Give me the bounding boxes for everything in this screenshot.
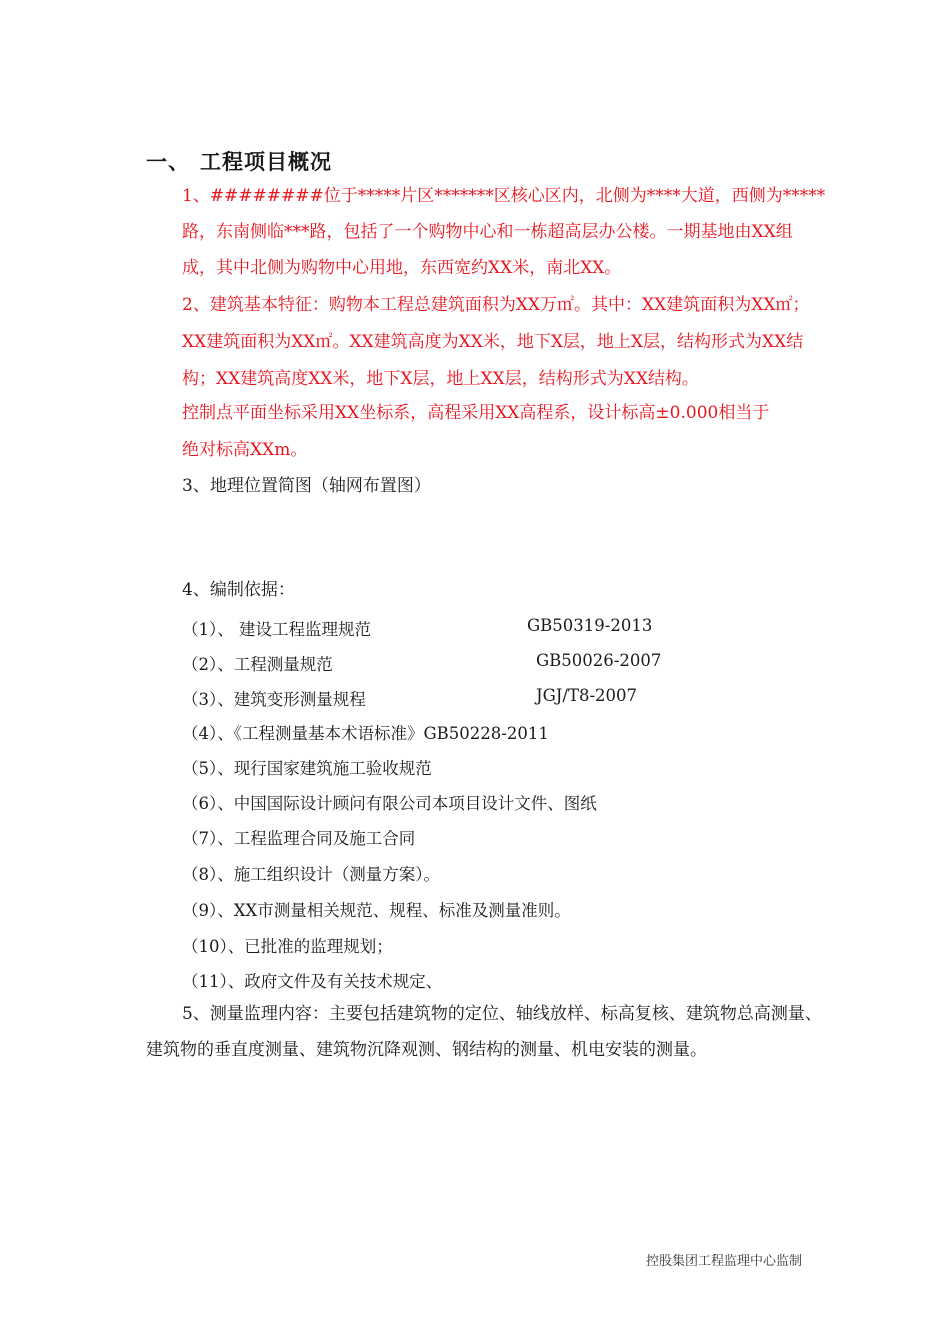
basis-item-9: （9）、XX市测量相关规范、规程、标准及测量准则。 <box>182 901 571 920</box>
content-line1: 5、测量监理内容：主要包括建筑物的定位、轴线放样、标高复核、建筑物总高测量、 <box>182 1004 822 1024</box>
basis-item-6: （6）、中国国际设计顾问有限公司本项目设计文件、图纸 <box>182 794 597 813</box>
overview-para1-line1: 1、########位于*****片区*******区核心区内，北侧为****大道，西侧为***** <box>182 186 826 206</box>
basis-item-code: JGJ/T8-2007 <box>536 686 638 705</box>
basis-item-code: GB50319-2013 <box>527 616 653 635</box>
section-title: 工程项目概况 <box>200 150 332 174</box>
basis-item-7: （7）、工程监理合同及施工合同 <box>182 829 416 848</box>
basis-item-11: （11）、政府文件及有关技术规定、 <box>182 972 443 991</box>
basis-item-4: （4）、《工程测量基本术语标准》GB50228-2011 <box>182 724 549 743</box>
basis-item-5: （5）、现行国家建筑施工验收规范 <box>182 759 432 778</box>
footer-issuer: 控股集团工程监理中心监制 <box>646 1254 803 1269</box>
overview-para3-line2: 绝对标高XXm。 <box>182 440 308 460</box>
basis-item-8: （8）、施工组织设计（测量方案）。 <box>182 865 440 884</box>
basis-item-10: （10）、已批准的监理规划； <box>182 937 393 956</box>
content-line2: 建筑物的垂直度测量、建筑物沉降观测、钢结构的测量、机电安装的测量。 <box>146 1040 707 1060</box>
basis-title: 4、编制依据： <box>182 580 295 600</box>
basis-item-3 <box>182 686 366 710</box>
basis-item-1 <box>182 616 371 640</box>
basis-item-label: （3）、建筑变形测量规程 <box>182 690 366 709</box>
overview-para2-line3: 构；XX建筑高度XX米，地下X层，地上XX层，结构形式为XX结构。 <box>182 369 699 389</box>
overview-para1-line3: 成，其中北侧为购物中心用地，东西宽约XX米，南北XX。 <box>182 258 622 278</box>
section-heading <box>146 146 332 176</box>
location-map-caption: 3、地理位置简图（轴网布置图） <box>182 476 431 496</box>
overview-para2-line1: 2、建筑基本特征：购物本工程总建筑面积为XX万㎡。其中：XX建筑面积为XX㎡； <box>182 295 810 315</box>
overview-para3-line1: 控制点平面坐标采用XX坐标系，高程采用XX高程系，设计标高±0.000相当于 <box>182 403 770 423</box>
overview-para2-line2: XX建筑面积为XX㎡。XX建筑高度为XX米，地下X层，地上X层，结构形式为XX结 <box>182 332 804 352</box>
section-number: 一、 <box>146 150 190 174</box>
basis-item-code: GB50026-2007 <box>536 651 662 670</box>
overview-para1-line2: 路，东南侧临***路，包括了一个购物中心和一栋超高层办公楼。一期基地由XX组 <box>182 222 793 242</box>
basis-item-2 <box>182 651 333 675</box>
basis-item-label: （1）、 建设工程监理规范 <box>182 620 371 639</box>
basis-item-label: （2）、工程测量规范 <box>182 655 333 674</box>
